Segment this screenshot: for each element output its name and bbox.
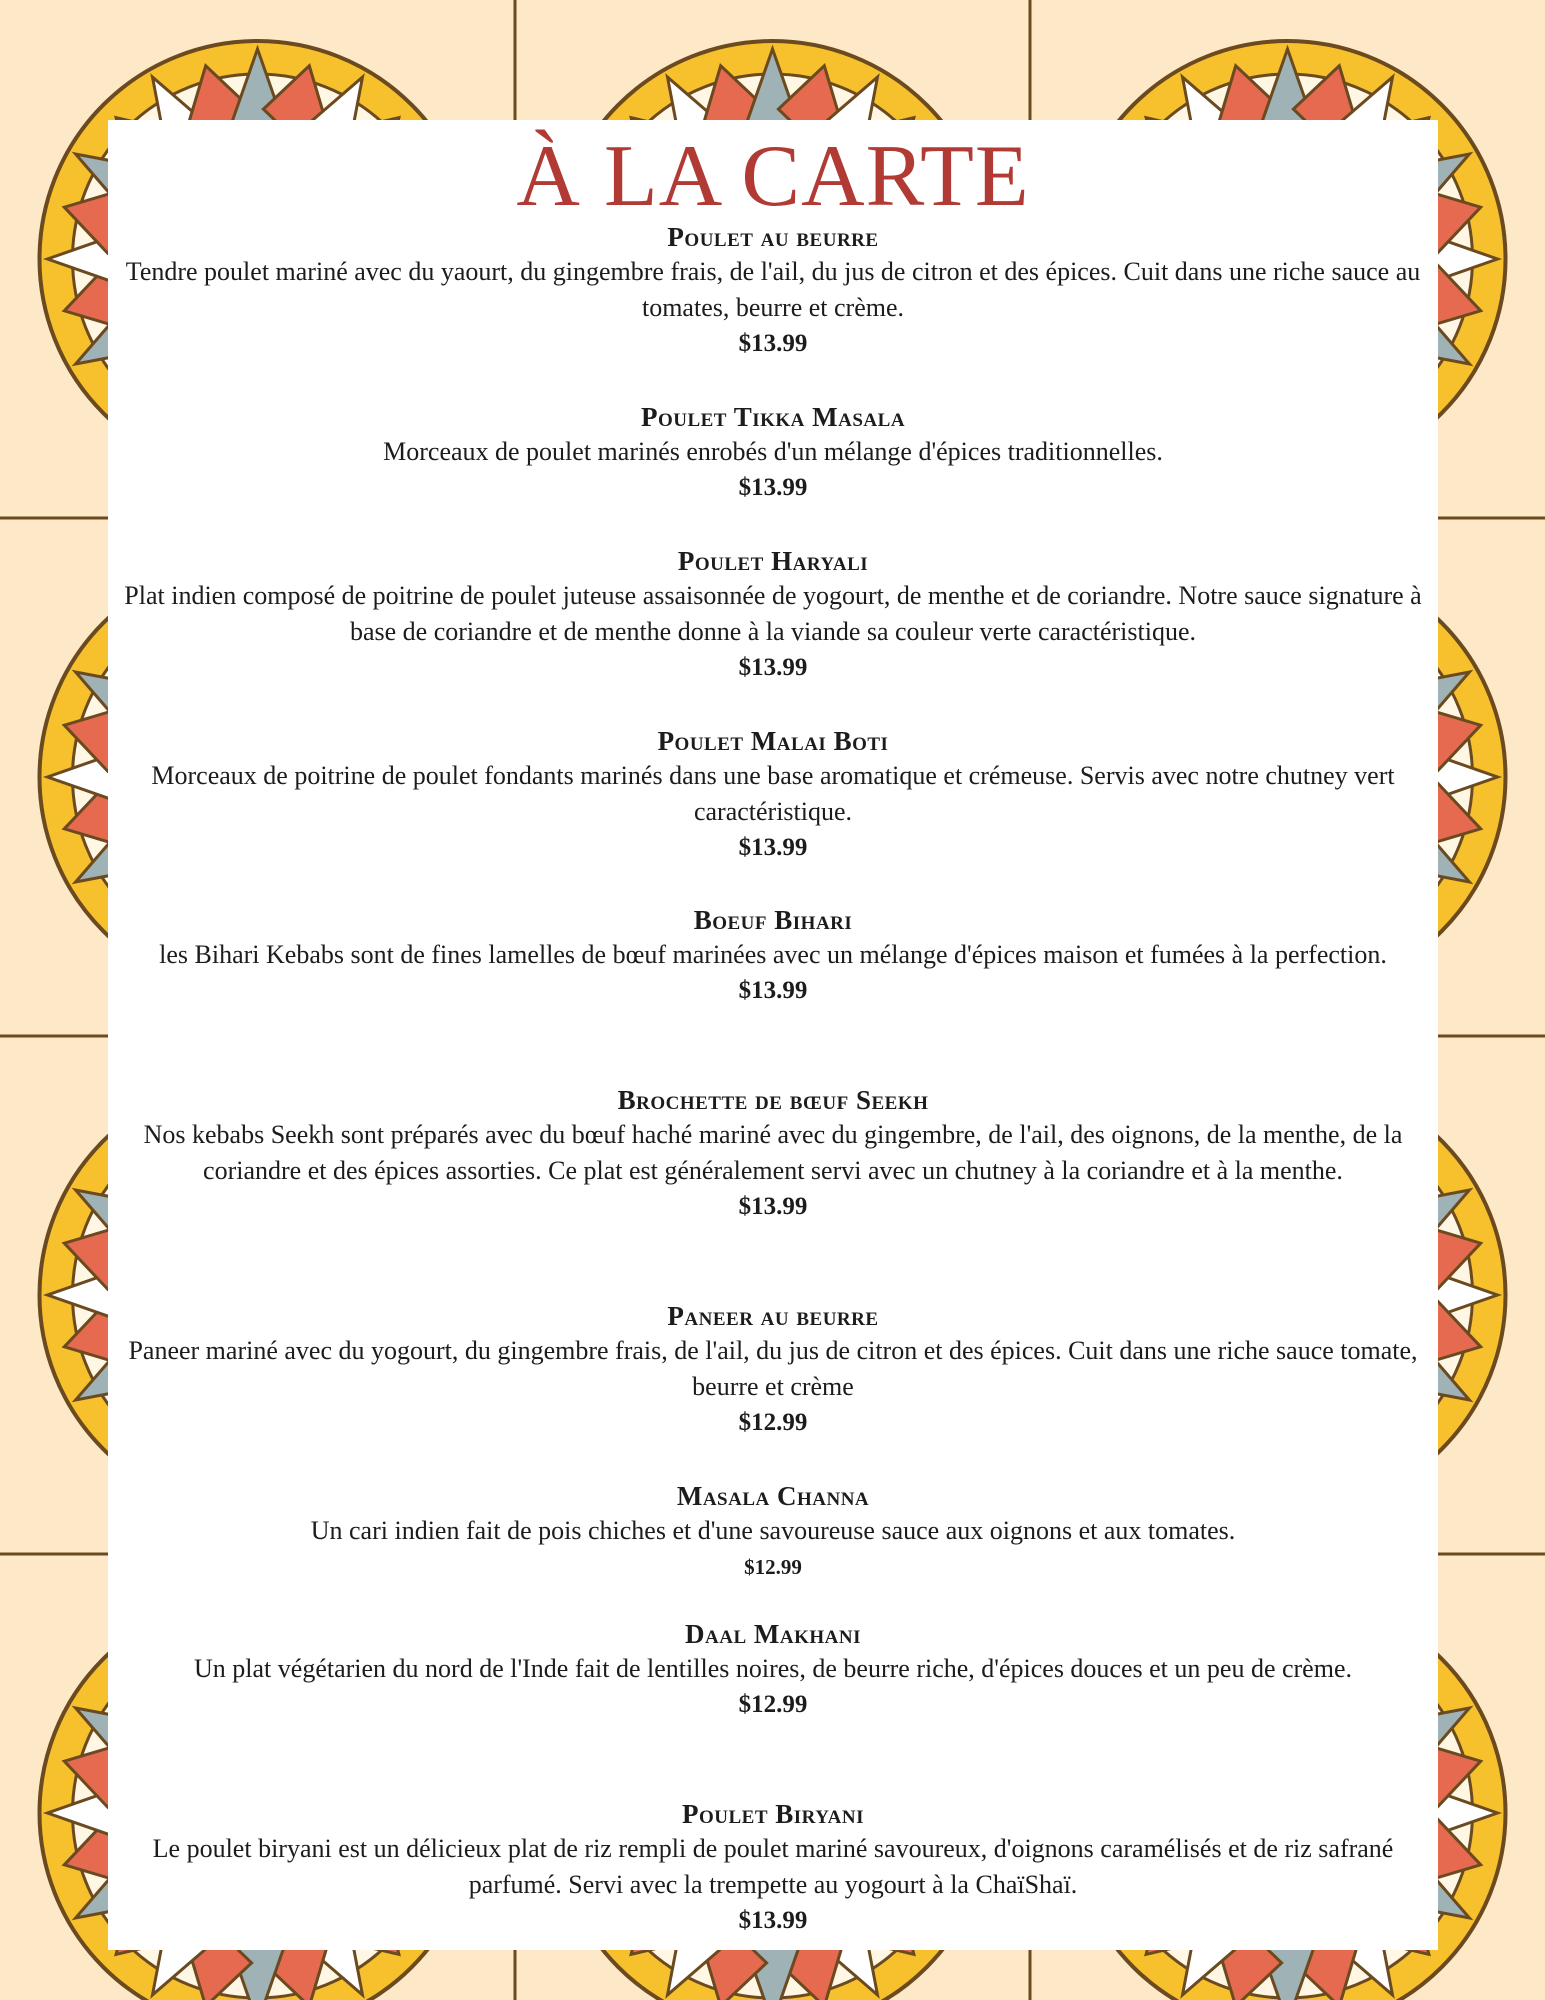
item-price: $12.99 (738, 1409, 808, 1436)
item-price: $12.99 (738, 1691, 808, 1718)
item-description: Plat indien composé de poitrine de poulet juteuse assaisonnée de yogourt, de menthe et de coriandre. Notre sauce signature à base de coriandre et de menthe donne à la viande sa couleur verte caractéristique. (124, 581, 1422, 646)
item-price: $13.99 (738, 330, 808, 357)
item-description: Nos kebabs Seekh sont préparés avec du bœuf haché mariné avec du gingembre, de l'ail, des oignons, de la menthe, de la coriandre et des épices assorties. Ce plat est généralement servi avec un chutney à la coriandre et à la menthe. (143, 1120, 1403, 1185)
item-price: $12.99 (744, 1555, 802, 1579)
item-description: Morceaux de poulet marinés enrobés d'un mélange d'épices traditionnelles. (383, 437, 1163, 466)
menu-item (108, 544, 1438, 686)
menu-item (108, 1479, 1438, 1585)
item-name: Paneer au beurre (667, 1301, 879, 1331)
menu-item (108, 1299, 1438, 1441)
menu-item (108, 1617, 1438, 1723)
item-price: $13.99 (738, 1907, 808, 1934)
item-description: Un plat végétarien du nord de l'Inde fait de lentilles noires, de beurre riche, d'épices douces et un peu de crème. (194, 1654, 1352, 1683)
menu-item (108, 220, 1438, 362)
item-name: Boeuf Bihari (693, 905, 853, 935)
item-description: Morceaux de poitrine de poulet fondants marinés dans une base aromatique et crémeuse. Servis avec notre chutney vert caractéristique. (151, 761, 1395, 826)
menu-card (108, 120, 1438, 1950)
menu-item (108, 903, 1438, 1009)
menu-title: À LA CARTE (516, 128, 1030, 225)
item-description: Un cari indien fait de pois chiches et d'une savoureuse sauce aux oignons et aux tomates. (310, 1516, 1236, 1545)
menu-item (108, 1797, 1438, 1939)
item-price: $13.99 (738, 834, 808, 861)
item-name: Daal Makhani (685, 1619, 861, 1649)
menu-item (108, 1083, 1438, 1225)
menu-item (108, 400, 1438, 506)
item-price: $13.99 (738, 474, 808, 501)
item-description: Le poulet biryani est un délicieux plat de riz rempli de poulet mariné savoureux, d'oignons caramélisés et de riz safrané parfumé. Servi avec la trempette au yogourt à la ChaïShaï. (152, 1834, 1394, 1899)
item-description: Paneer mariné avec du yogourt, du gingembre frais, de l'ail, du jus de citron et des épices. Cuit dans une riche sauce tomate, beurre et crème (128, 1336, 1418, 1401)
item-description: Tendre poulet mariné avec du yaourt, du gingembre frais, de l'ail, du jus de citron et des épices. Cuit dans une riche sauce au tomates, beurre et crème. (125, 257, 1421, 322)
item-description: les Bihari Kebabs sont de fines lamelles de bœuf marinées avec un mélange d'épices maison et fumées à la perfection. (159, 940, 1387, 969)
item-name: Poulet au beurre (667, 222, 879, 252)
item-name: Brochette de bœuf Seekh (617, 1085, 929, 1115)
item-price: $13.99 (738, 1193, 808, 1220)
item-price: $13.99 (738, 977, 808, 1004)
item-name: Poulet Malai Boti (657, 726, 889, 756)
item-name: Masala Channa (676, 1481, 870, 1511)
item-price: $13.99 (738, 654, 808, 681)
item-name: Poulet Tikka Masala (640, 402, 906, 432)
item-name: Poulet Haryali (677, 546, 869, 576)
item-name: Poulet Biryani (681, 1799, 865, 1829)
menu-item (108, 724, 1438, 866)
